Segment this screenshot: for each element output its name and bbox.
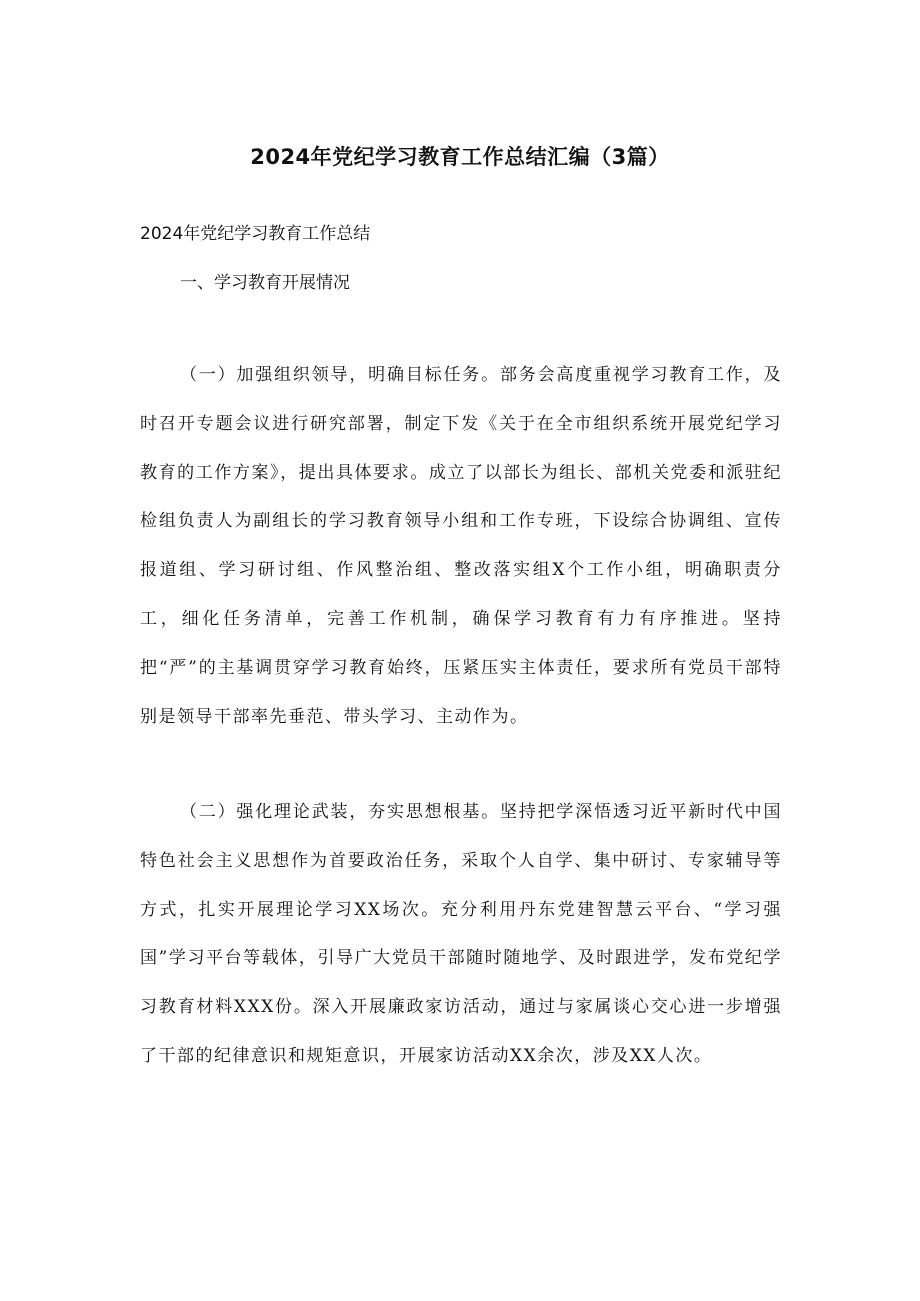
document-subtitle: 2024年党纪学习教育工作总结 [140,224,371,244]
paragraph-theory-study: （二）强化理论武装，夯实思想根基。坚持把学深悟透习近平新时代中国特色社会主义思想作为首要政治任务，采取个人自学、集中研讨、专家辅导等方式，扎实开展理论学习XX场次。充分利用丹东党建智慧云平台、“学习强国”学习平台等载体，引导广大党员干部随时随地学、及时跟进学，发布党纪学习教育材料XXX份。深入开展廉政家访活动，通过与家属谈心交心进一步增强了干部的纪律意识和规矩意识，开展家访活动XX余次，涉及XX人次。 [140,802,782,1066]
paragraph-organization-leadership: （一）加强组织领导，明确目标任务。部务会高度重视学习教育工作，及时召开专题会议进行研究部署，制定下发《关于在全市组织系统开展党纪学习教育的工作方案》，提出具体要求。成立了以部长为组长、部机关党委和派驻纪检组负责人为副组长的学习教育领导小组和工作专班，下设综合协调组、宣传报道组、学习研讨组、作风整治组、整改落实组X个工作小组，明确职责分工，细化任务清单，完善工作机制，确保学习教育有力有序推进。坚持把“严”的主基调贯穿学习教育始终，压紧压实主体责任，要求所有党员干部特别是领导干部率先垂范、带头学习、主动作为。 [140,365,782,727]
document-title: 2024年党纪学习教育工作总结汇编（3篇） [250,145,670,169]
section-heading: 一、学习教育开展情况 [180,273,350,293]
